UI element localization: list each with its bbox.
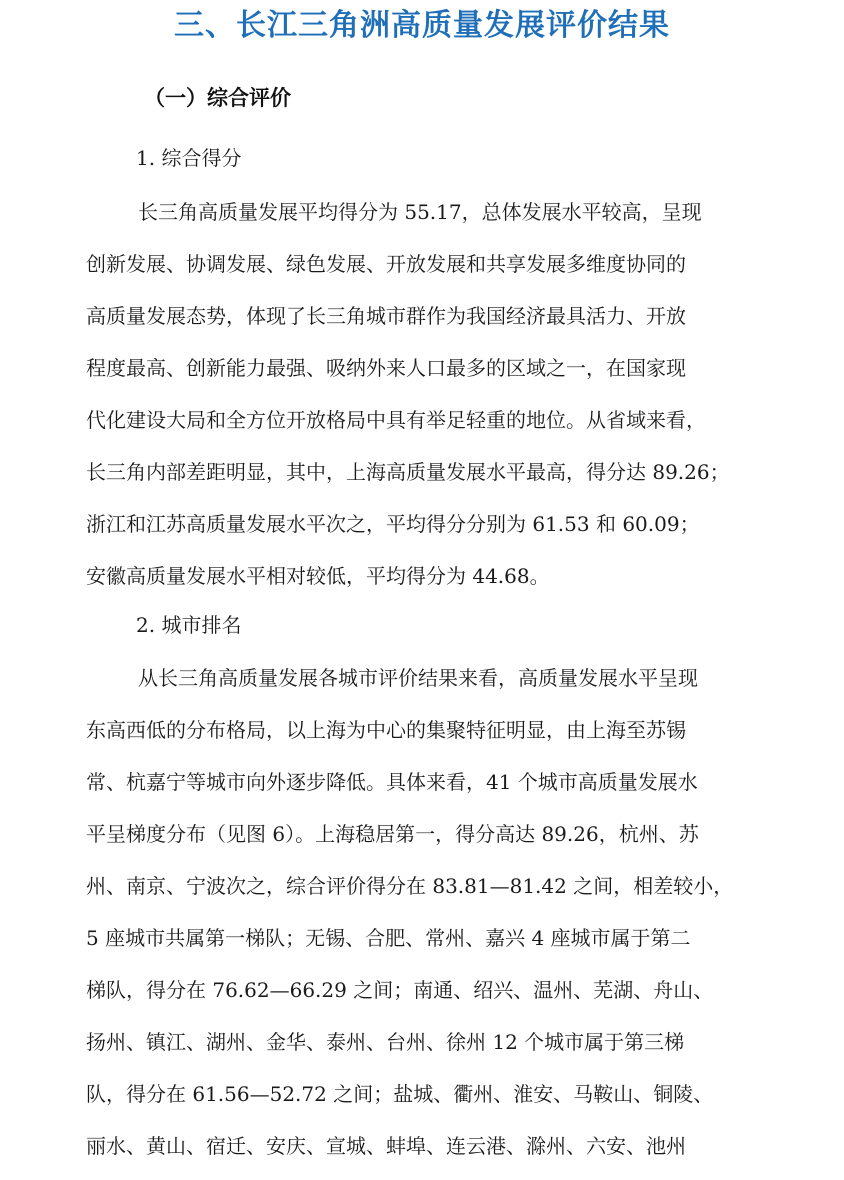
paragraph-line: 高质量发展态势，体现了长三角城市群作为我国经济最具活力、开放: [86, 304, 686, 328]
paragraph-line: 长三角内部差距明显，其中，上海高质量发展水平最高，得分达 89.26；: [86, 460, 730, 484]
paragraph-line: 5 座城市共属第一梯队；无锡、合肥、常州、嘉兴 4 座城市属于第二: [86, 926, 691, 950]
paragraph-line: 代化建设大局和全方位开放格局中具有举足轻重的地位。从省域来看，: [86, 408, 706, 432]
paragraph-line: 长三角高质量发展平均得分为 55.17，总体发展水平较高，呈现: [138, 200, 702, 224]
paragraph-line: 创新发展、协调发展、绿色发展、开放发展和共享发展多维度协同的: [86, 252, 686, 276]
paragraph-city-ranking: [86, 652, 786, 1172]
paragraph-line: 平呈梯度分布（见图 6）。上海稳居第一，得分高达 89.26，杭州、苏: [86, 822, 699, 846]
paragraph-line: 扬州、镇江、湖州、金华、泰州、台州、徐州 12 个城市属于第三梯: [86, 1030, 685, 1054]
paragraph-line: 常、杭嘉宁等城市向外逐步降低。具体来看，41 个城市高质量发展水: [86, 770, 698, 794]
subsection-heading-city-ranking: 2. 城市排名: [136, 613, 242, 637]
paragraph-composite-score: [86, 186, 786, 602]
paragraph-line: 从长三角高质量发展各城市评价结果来看，高质量发展水平呈现: [138, 666, 698, 690]
paragraph-line: 队，得分在 61.56—52.72 之间；盐城、衢州、淮安、马鞍山、铜陵、: [86, 1082, 714, 1106]
page-title: 三、长江三角洲高质量发展评价结果: [174, 8, 670, 43]
paragraph-line: 丽水、黄山、宿迁、安庆、宣城、蚌埠、连云港、滁州、六安、池州: [86, 1134, 686, 1158]
paragraph-line: 安徽高质量发展水平相对较低，平均得分为 44.68。: [86, 564, 550, 588]
section-heading: （一）综合评价: [144, 86, 291, 110]
paragraph-line: 东高西低的分布格局，以上海为中心的集聚特征明显，由上海至苏锡: [86, 718, 686, 742]
paragraph-line: 浙江和江苏高质量发展水平次之，平均得分分别为 61.53 和 60.09；: [86, 512, 700, 536]
paragraph-line: 梯队，得分在 76.62—66.29 之间；南通、绍兴、温州、芜湖、舟山、: [86, 978, 714, 1002]
paragraph-line: 程度最高、创新能力最强、吸纳外来人口最多的区域之一，在国家现: [86, 356, 686, 380]
subsection-heading-composite-score: 1. 综合得分: [136, 146, 242, 170]
paragraph-line: 州、南京、宁波次之，综合评价得分在 83.81—81.42 之间，相差较小，: [86, 874, 734, 898]
